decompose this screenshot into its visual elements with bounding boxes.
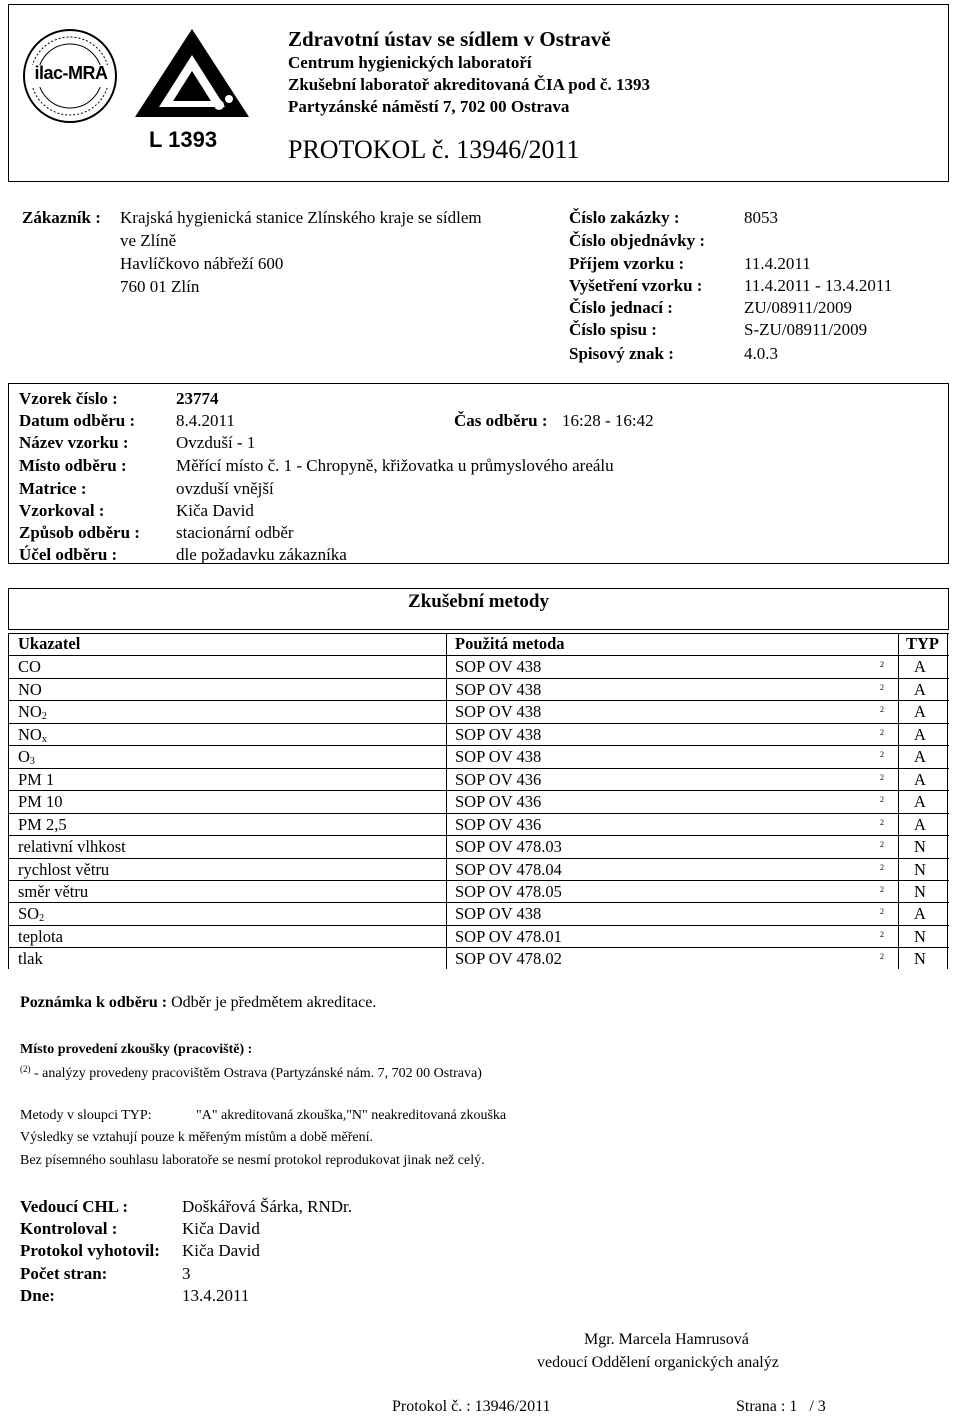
order-number-value: 8053 — [744, 208, 778, 227]
method-cell: SOP OV 478.04 — [455, 859, 562, 879]
indicator-cell: směr větru — [18, 881, 89, 901]
methods-header-row — [8, 633, 949, 655]
customer-label: Zákazník : — [22, 208, 101, 227]
checked-by-label: Kontroloval : — [20, 1219, 118, 1238]
type-cell: N — [914, 881, 926, 901]
sample-number-label: Vzorek číslo : — [19, 389, 118, 408]
indicator-cell: $O_3$ — [18, 747, 35, 768]
table-row — [8, 814, 949, 836]
sampling-time-label: Čas odběru : — [454, 411, 548, 430]
customer-line-1: Krajská hygienická stanice Zlínského kraje se sídlem — [120, 208, 482, 227]
customer-line-2: ve Zlíně — [120, 231, 177, 250]
prepared-by-value: Kiča David — [182, 1241, 260, 1260]
indicator-cell: rychlost větru — [18, 859, 110, 879]
matrix: ovzduší vnější — [176, 479, 274, 498]
sample-received-value: 11.4.2011 — [744, 254, 811, 273]
indicator-cell: $NO_2$ — [18, 702, 47, 723]
workplace-mark-cell: 2 — [880, 817, 884, 827]
sampler: Kiča David — [176, 501, 254, 520]
methods-title: Zkušební metody — [408, 591, 549, 612]
ilac-logo-text: ilac-MRA — [34, 63, 108, 83]
checked-by-value: Kiča David — [182, 1219, 260, 1238]
laboratory-triangle-logo — [133, 27, 251, 119]
methods-title-box — [8, 588, 949, 630]
workplace-label: Místo provedení zkoušky (pracoviště) : — [20, 1042, 253, 1057]
reference-number-label: Číslo jednací : — [569, 298, 673, 317]
workplace-mark-cell: 2 — [880, 884, 884, 894]
type-cell: A — [914, 747, 926, 767]
table-row — [8, 769, 949, 791]
signatory-name: Mgr. Marcela Hamrusová — [584, 1331, 749, 1348]
methods-table — [8, 633, 949, 969]
indicator-cell: PM 1 — [18, 769, 55, 789]
type-cell: N — [914, 837, 926, 857]
matrix-label: Matrice : — [19, 479, 87, 498]
sampler-label: Vzorkoval : — [19, 501, 105, 520]
type-cell: A — [914, 792, 926, 812]
table-row — [8, 656, 949, 678]
type-cell: A — [914, 679, 926, 699]
customer-line-3: Havlíčkovo nábřeží 600 — [120, 254, 284, 273]
type-cell: A — [914, 724, 926, 744]
col-indicator-header: Ukazatel — [18, 634, 81, 653]
method-cell: SOP OV 438 — [455, 904, 542, 924]
indicator-cell: PM 2,5 — [18, 814, 67, 834]
type-cell: A — [914, 769, 926, 789]
protocol-title: PROTOKOL č. 13946/2011 — [288, 135, 580, 164]
method-cell: SOP OV 438 — [455, 702, 542, 722]
type-cell: A — [914, 657, 926, 677]
table-row — [8, 701, 949, 723]
workplace-mark-cell: 2 — [880, 862, 884, 872]
col-method-header: Použitá metoda — [455, 634, 565, 653]
table-row — [8, 746, 949, 768]
sampling-time: 16:28 - 16:42 — [562, 411, 654, 430]
table-row — [8, 948, 949, 970]
indicator-cell: PM 10 — [18, 792, 63, 812]
file-number-label: Číslo spisu : — [569, 320, 657, 339]
footer-protocol: Protokol č. : 13946/2011 — [392, 1398, 551, 1415]
institute-name: Zdravotní ústav se sídlem v Ostravě — [288, 27, 611, 51]
results-note: Výsledky se vztahují pouze k měřeným místům a době měření. — [20, 1130, 374, 1145]
sampling-place: Měřící místo č. 1 - Chropyně, křižovatka u průmyslového areálu — [176, 456, 614, 475]
page-count-label: Počet stran: — [20, 1264, 108, 1283]
table-row — [8, 724, 949, 746]
sampling-date-label: Datum odběru : — [19, 411, 136, 430]
method-cell: SOP OV 478.05 — [455, 881, 562, 901]
purchase-order-label: Číslo objednávky : — [569, 231, 706, 250]
workplace-text: - analýzy provedeny pracovištěm Ostrava (Partyzánské nám. 7, 702 00 Ostrava) — [34, 1066, 482, 1081]
workplace-mark-cell: 2 — [880, 952, 884, 962]
method-cell: SOP OV 478.03 — [455, 837, 562, 857]
workplace-mark-cell: 2 — [880, 929, 884, 939]
file-code-value: 4.0.3 — [744, 344, 778, 363]
method-cell: SOP OV 478.02 — [455, 949, 562, 969]
sampling-note-text: Odběr je předmětem akreditace. — [171, 994, 377, 1011]
workplace-mark-cell: 2 — [880, 772, 884, 782]
date-value: 13.4.2011 — [182, 1286, 250, 1305]
file-code-label: Spisový znak : — [569, 344, 674, 363]
indicator-cell: $SO_2$ — [18, 904, 45, 925]
workplace-mark: (2) — [20, 1064, 31, 1074]
workplace-mark-cell: 2 — [880, 660, 884, 670]
workplace-mark-cell: 2 — [880, 682, 884, 692]
table-row — [8, 859, 949, 881]
table-row — [8, 679, 949, 701]
head-label: Vedoucí CHL : — [20, 1197, 129, 1216]
type-cell: A — [914, 904, 926, 924]
sampling-place-label: Místo odběru : — [19, 456, 127, 475]
signatory-role: vedoucí Oddělení organických analýz — [537, 1354, 779, 1371]
method-cell: SOP OV 436 — [455, 769, 542, 789]
indicator-cell: relativní vlhkost — [18, 837, 126, 857]
institute-address: Partyzánské náměstí 7, 702 00 Ostrava — [288, 97, 570, 116]
date-label: Dne: — [20, 1286, 55, 1305]
table-row — [8, 836, 949, 858]
table-row — [8, 881, 949, 903]
indicator-cell: teplota — [18, 926, 63, 946]
sampling-purpose: dle požadavku zákazníka — [176, 545, 347, 564]
sampling-note — [20, 994, 376, 1012]
indicator-cell: tlak — [18, 949, 43, 969]
file-number-value: S-ZU/08911/2009 — [744, 320, 868, 339]
workplace-mark-cell: 2 — [880, 705, 884, 715]
indicator-cell: CO — [18, 657, 41, 677]
sample-received-label: Příjem vzorku : — [569, 254, 685, 273]
method-cell: SOP OV 438 — [455, 679, 542, 699]
sample-number: 23774 — [176, 389, 219, 408]
method-cell: SOP OV 436 — [455, 814, 542, 834]
sampling-note-label: Poznámka k odběru : — [20, 994, 168, 1011]
typ-note-label: Metody v sloupci TYP: — [20, 1108, 152, 1123]
workplace-line — [20, 1064, 482, 1082]
lab-code: L 1393 — [149, 127, 218, 152]
sample-name-label: Název vzorku : — [19, 433, 129, 452]
workplace-mark-cell: 2 — [880, 907, 884, 917]
examination-label: Vyšetření vzorku : — [569, 276, 703, 295]
type-cell: N — [914, 926, 926, 946]
lab-accreditation: Zkušební laboratoř akreditovaná ČIA pod č. 1393 — [288, 75, 650, 94]
reference-number-value: ZU/08911/2009 — [744, 298, 852, 317]
sampling-method-label: Způsob odběru : — [19, 523, 140, 542]
method-cell: SOP OV 438 — [455, 747, 542, 767]
indicator-cell: $NO_x$ — [18, 724, 47, 745]
sampling-method: stacionární odběr — [176, 523, 294, 542]
workplace-mark-cell: 2 — [880, 750, 884, 760]
examination-value: 11.4.2011 - 13.4.2011 — [744, 276, 893, 295]
header-box — [8, 4, 949, 182]
method-cell: SOP OV 438 — [455, 657, 542, 677]
order-number-label: Číslo zakázky : — [569, 208, 680, 227]
table-row — [8, 903, 949, 925]
sample-name: Ovzduší - 1 — [176, 433, 256, 452]
sample-box — [8, 383, 949, 564]
col-type-header: TYP — [906, 634, 939, 653]
page-count-value: 3 — [182, 1264, 191, 1283]
method-cell: SOP OV 478.01 — [455, 926, 562, 946]
table-row — [8, 791, 949, 813]
type-cell: A — [914, 702, 926, 722]
sampling-purpose-label: Účel odběru : — [19, 545, 118, 564]
typ-note-text: "A" akreditovaná zkouška,"N" neakreditovaná zkouška — [196, 1108, 507, 1123]
head-value: Doškářová Šárka, RNDr. — [182, 1197, 352, 1216]
type-cell: A — [914, 814, 926, 834]
table-row — [8, 926, 949, 948]
customer-line-4: 760 01 Zlín — [120, 277, 200, 296]
sampling-date: 8.4.2011 — [176, 411, 235, 430]
method-cell: SOP OV 438 — [455, 724, 542, 744]
workplace-mark-cell: 2 — [880, 840, 884, 850]
workplace-mark-cell: 2 — [880, 795, 884, 805]
workplace-mark-cell: 2 — [880, 727, 884, 737]
indicator-cell: NO — [18, 679, 42, 699]
prepared-by-label: Protokol vyhotovil: — [20, 1241, 160, 1260]
centre-name: Centrum hygienických laboratoří — [288, 53, 532, 72]
type-cell: N — [914, 949, 926, 969]
copy-note: Bez písemného souhlasu laboratoře se nesmí protokol reprodukovat jinak než celý. — [20, 1153, 485, 1168]
method-cell: SOP OV 436 — [455, 792, 542, 812]
footer-page: Strana : 1 / 3 — [736, 1398, 826, 1415]
type-cell: N — [914, 859, 926, 879]
